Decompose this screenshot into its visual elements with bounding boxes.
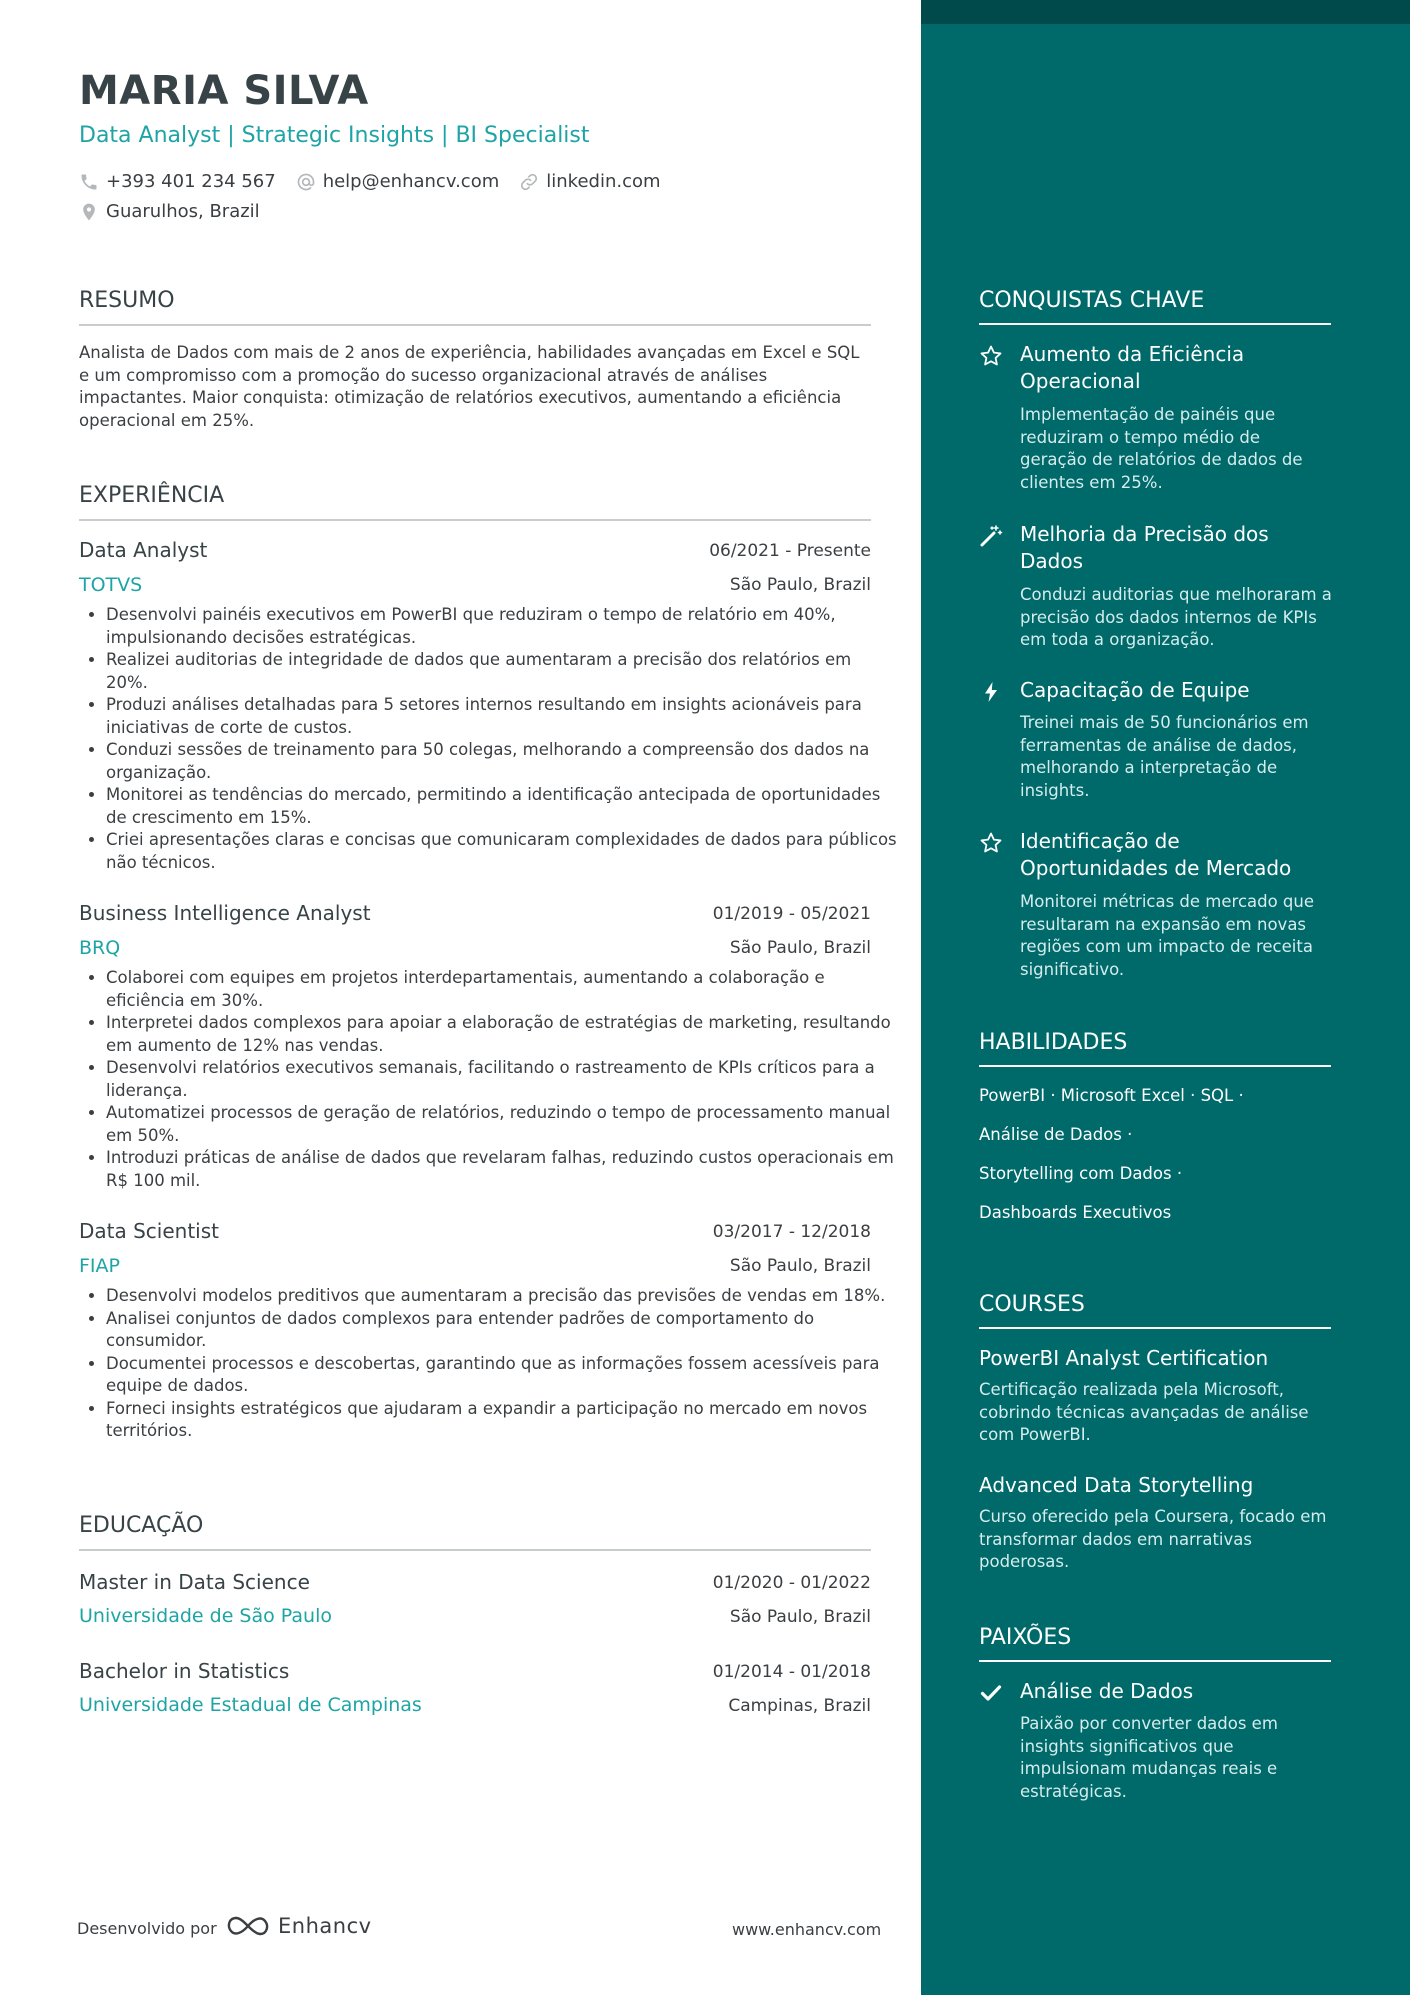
- summary-text: Analista de Dados com mais de 2 anos de experiência, habilidades avançadas em Excel e SQL e um compromisso com a promoção do sucesso organizacional através de análises impactantes. Maior conquista: otimização de relatórios executivos, aumentando a eficiência operacional em 25%.: [79, 343, 860, 430]
- skills-heading: HABILIDADES: [979, 1030, 1331, 1067]
- achievement-desc: Conduzi auditorias que melhoraram a precisão dos dados internos de KPIs em toda a organização.: [1020, 585, 1332, 649]
- job-date: 01/2019 - 05/2021: [712, 904, 871, 924]
- course-title: Advanced Data Storytelling: [979, 1473, 1254, 1497]
- lightning-icon: [979, 680, 1003, 704]
- star-icon: [979, 831, 1003, 855]
- education-date: 01/2020 - 01/2022: [712, 1573, 871, 1593]
- footer-url[interactable]: www.enhancv.com: [732, 1920, 882, 1939]
- job-company: FIAP: [79, 1255, 120, 1277]
- education-heading: EDUCAÇÃO: [79, 1513, 871, 1551]
- job-company: BRQ: [79, 937, 121, 959]
- job-bullets: [79, 967, 898, 1192]
- education-location: São Paulo, Brazil: [729, 1607, 871, 1627]
- achievement-title: Capacitação de Equipe: [1020, 678, 1250, 702]
- achievement-title: Aumento da Eficiência Operacional: [1020, 342, 1245, 393]
- phone-number[interactable]: +393 401 234 567: [106, 171, 276, 192]
- list-item: • Realizei auditorias de integridade de dados que aumentaram a precisão dos relatórios em 20%.: [106, 649, 898, 694]
- candidate-name: MARIA SILVA: [79, 68, 369, 114]
- list-item: • Desenvolvi painéis executivos em PowerBI que reduziram o tempo de relatório em 40%, impulsionando decisões estratégicas.: [106, 604, 898, 649]
- job-title: Business Intelligence Analyst: [79, 901, 371, 925]
- education-date: 01/2014 - 01/2018: [712, 1662, 871, 1682]
- sidebar-top-bar: [921, 0, 1410, 24]
- experience-heading: EXPERIÊNCIA: [79, 483, 871, 521]
- job-bullets: [79, 604, 898, 874]
- job-location: São Paulo, Brazil: [729, 938, 871, 958]
- check-icon: [979, 1681, 1003, 1705]
- passion-desc: Paixão por converter dados em insights significativos que impulsionam mudanças reais e estratégicas.: [1020, 1714, 1278, 1801]
- course-desc: Certificação realizada pela Microsoft, cobrindo técnicas avançadas de análise com PowerBI.: [979, 1380, 1309, 1444]
- phone-icon: [79, 172, 99, 192]
- course-desc: Curso oferecido pela Coursera, focado em transformar dados em narrativas poderosas.: [979, 1507, 1327, 1571]
- list-item: • Conduzi sessões de treinamento para 50 colegas, melhorando a compreensão dos dados na organização.: [106, 739, 898, 784]
- star-icon: [979, 344, 1003, 368]
- candidate-title: Data Analyst | Strategic Insights | BI Specialist: [79, 123, 590, 148]
- list-item: • Desenvolvi modelos preditivos que aumentaram a precisão das previsões de vendas em 18%.: [106, 1285, 898, 1308]
- list-item: • Criei apresentações claras e concisas que comunicaram complexidades de dados para públicos não técnicos.: [106, 829, 898, 874]
- achievement-title: Identificação de Oportunidades de Mercado: [1020, 829, 1292, 880]
- education-location: Campinas, Brazil: [728, 1696, 871, 1716]
- location-row: [79, 201, 260, 222]
- list-item: • Produzi análises detalhadas para 5 setores internos resultando em insights acionáveis para iniciativas de corte de custos.: [106, 694, 898, 739]
- job-date: 03/2017 - 12/2018: [712, 1222, 871, 1242]
- achievement-desc: Monitorei métricas de mercado que resultaram na expansão em novas regiões com um impacto de receita significativo.: [1020, 892, 1315, 979]
- education-degree: Master in Data Science: [79, 1570, 310, 1594]
- job-bullets: [79, 1285, 898, 1443]
- enhancv-logo[interactable]: [224, 1913, 372, 1939]
- education-school: Universidade de São Paulo: [79, 1605, 332, 1627]
- passion-title: Análise de Dados: [1020, 1679, 1194, 1703]
- at-icon: [296, 172, 316, 192]
- enhancv-logo-text: Enhancv: [278, 1914, 372, 1938]
- passions-heading: PAIXÕES: [979, 1625, 1331, 1662]
- job-title: Data Analyst: [79, 538, 208, 562]
- list-item: • Introduzi práticas de análise de dados que revelaram falhas, reduzindo custos operacionais em R$ 100 mil.: [106, 1147, 898, 1192]
- location-text: Guarulhos, Brazil: [106, 201, 260, 222]
- job-company: TOTVS: [79, 574, 143, 596]
- job-title: Data Scientist: [79, 1219, 219, 1243]
- education-degree: Bachelor in Statistics: [79, 1659, 290, 1683]
- skill-line: Dashboards Executivos: [979, 1203, 1172, 1222]
- achievement-title: Melhoria da Precisão dos Dados: [1020, 522, 1269, 573]
- magic-wand-icon: [979, 524, 1003, 548]
- achievement-desc: Implementação de painéis que reduziram o tempo médio de geração de relatórios de dados de clientes em 25%.: [1020, 405, 1303, 492]
- summary-heading: RESUMO: [79, 288, 871, 326]
- linkedin-link[interactable]: linkedin.com: [546, 171, 661, 192]
- achievement-desc: Treinei mais de 50 funcionários em ferramentas de análise de dados, melhorando a interpretação de insights.: [1020, 713, 1309, 800]
- location-pin-icon: [79, 202, 99, 222]
- contact-row: [79, 171, 661, 192]
- job-location: São Paulo, Brazil: [729, 575, 871, 595]
- job-date: 06/2021 - Presente: [709, 541, 871, 561]
- skill-line: Storytelling com Dados ·: [979, 1164, 1183, 1183]
- achievements-heading: CONQUISTAS CHAVE: [979, 288, 1331, 325]
- course-title: PowerBI Analyst Certification: [979, 1346, 1269, 1370]
- list-item: • Interpretei dados complexos para apoiar a elaboração de estratégias de marketing, resultando em aumento de 12% nas vendas.: [106, 1012, 898, 1057]
- email-link[interactable]: help@enhancv.com: [322, 171, 500, 192]
- link-icon: [519, 172, 539, 192]
- sidebar: [921, 0, 1410, 1995]
- skill-line: PowerBI · Microsoft Excel · SQL ·: [979, 1086, 1244, 1105]
- list-item: • Colaborei com equipes em projetos interdepartamentais, aumentando a colaboração e eficiência em 30%.: [106, 967, 898, 1012]
- enhancv-logo-icon: [224, 1913, 272, 1939]
- list-item: • Automatizei processos de geração de relatórios, reduzindo o tempo de processamento manual em 50%.: [106, 1102, 898, 1147]
- job-location: São Paulo, Brazil: [729, 1256, 871, 1276]
- list-item: • Desenvolvi relatórios executivos semanais, facilitando o rastreamento de KPIs críticos para a liderança.: [106, 1057, 898, 1102]
- education-school: Universidade Estadual de Campinas: [79, 1694, 422, 1716]
- list-item: • Monitorei as tendências do mercado, permitindo a identificação antecipada de oportunidades de crescimento em 15%.: [106, 784, 898, 829]
- list-item: • Analisei conjuntos de dados complexos para entender padrões de comportamento do consumidor.: [106, 1308, 898, 1353]
- footer-developed-by: Desenvolvido por: [77, 1919, 217, 1938]
- skill-line: Análise de Dados ·: [979, 1125, 1133, 1144]
- courses-heading: COURSES: [979, 1292, 1331, 1329]
- list-item: • Forneci insights estratégicos que ajudaram a expandir a participação no mercado em novos territórios.: [106, 1398, 898, 1443]
- list-item: • Documentei processos e descobertas, garantindo que as informações fossem acessíveis para equipe de dados.: [106, 1353, 898, 1398]
